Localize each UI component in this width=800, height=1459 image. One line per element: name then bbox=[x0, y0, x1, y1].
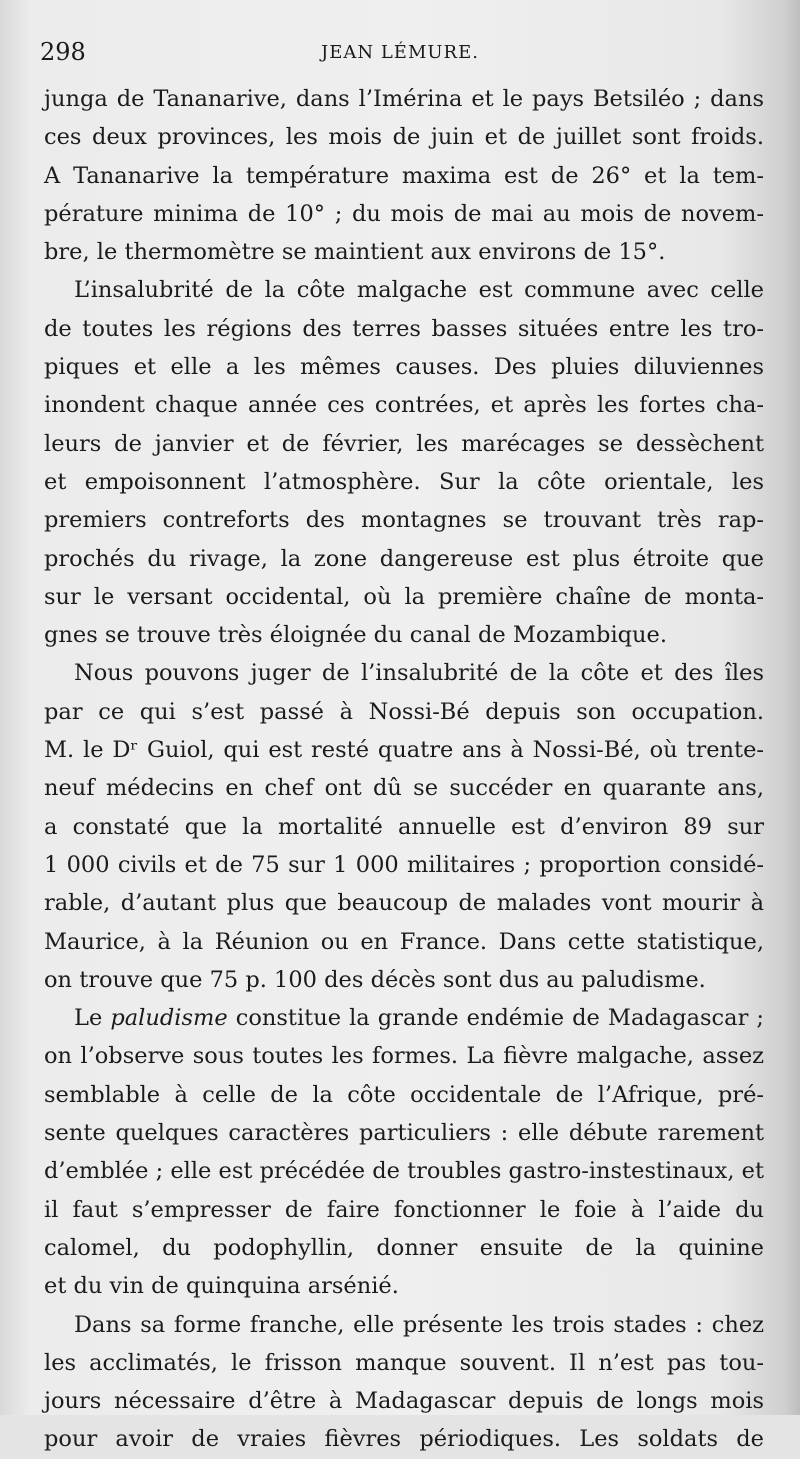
text-line: calomel, du podophyllin, donner ensuite de la quinine bbox=[44, 1234, 764, 1261]
text-line: inondent chaque année ces contrées, et après les fortes cha- bbox=[44, 392, 764, 419]
text-line: Dans sa forme franche, elle présente les trois stades : chez bbox=[74, 1311, 764, 1338]
text-line: il faut s’empresser de faire fonctionner le foie à l’aide du bbox=[44, 1196, 764, 1223]
text-line: et du vin de quinquina arsénié. bbox=[44, 1273, 399, 1300]
text-line: M. le Dʳ Guiol, qui est resté quatre ans à Nossi-Bé, où trente- bbox=[44, 737, 764, 764]
text-line: les acclimatés, le frisson manque souvent. Il n’est pas tou- bbox=[44, 1349, 764, 1376]
italic-term: paludisme bbox=[110, 1005, 228, 1032]
text-line: sente quelques caractères particuliers : elle débute rarement bbox=[44, 1120, 764, 1147]
text-line: jours nécessaire d’être à Madagascar depuis de longs mois bbox=[44, 1388, 764, 1415]
text-line: Maurice, à la Réunion ou en France. Dans cette statistique, bbox=[44, 928, 764, 955]
text-line: neuf médecins en chef ont dû se succéder en quarante ans, bbox=[44, 775, 764, 802]
text-segment: constitue la grande endémie de Madagascar ; bbox=[227, 1005, 764, 1032]
page-header bbox=[40, 38, 760, 72]
text-line: on trouve que 75 p. 100 des décès sont dus au paludisme. bbox=[44, 966, 706, 993]
text-line: on l’observe sous toutes les formes. La fièvre malgache, assez bbox=[44, 1043, 764, 1070]
text-line: rable, d’autant plus que beaucoup de malades vont mourir à bbox=[44, 890, 764, 917]
text-line: pérature minima de 10° ; du mois de mai au mois de novem- bbox=[44, 200, 764, 227]
text-line: de toutes les régions des terres basses situées entre les tro- bbox=[44, 315, 764, 342]
text-line: premiers contreforts des montagnes se trouvant très rap- bbox=[44, 507, 764, 534]
body-text bbox=[44, 80, 764, 1459]
running-head: JEAN LÉMURE. bbox=[321, 42, 479, 63]
text-line: piques et elle a les mêmes causes. Des pluies diluviennes bbox=[44, 354, 764, 381]
text-line: A Tananarive la température maxima est de 26° et la tem- bbox=[44, 162, 764, 189]
text-line: sur le versant occidental, où la première chaîne de monta- bbox=[44, 583, 764, 610]
text-line: junga de Tananarive, dans l’Imérina et le pays Betsiléo ; dans bbox=[44, 86, 764, 112]
text-line: ces deux provinces, les mois de juin et de juillet sont froids. bbox=[44, 124, 764, 151]
text-line: leurs de janvier et de février, les marécages se dessèchent bbox=[44, 430, 764, 457]
text-line: bre, le thermomètre se maintient aux environs de 15°. bbox=[44, 239, 666, 266]
text-segment: Le bbox=[74, 1005, 111, 1032]
text-line: gnes se trouve très éloignée du canal de Mozambique. bbox=[44, 622, 668, 649]
text-line: a constaté que la mortalité annuelle est d’environ 89 sur bbox=[44, 813, 764, 840]
page-number: 298 bbox=[40, 38, 86, 66]
text-line: Nous pouvons juger de l’insalubrité de la côte et des îles bbox=[74, 660, 764, 687]
text-line: d’emblée ; elle est précédée de troubles gastro-instestinaux, et bbox=[44, 1158, 764, 1185]
text-line: prochés du rivage, la zone dangereuse est plus étroite que bbox=[44, 545, 764, 572]
text-line: semblable à celle de la côte occidentale de l’Afrique, pré- bbox=[44, 1081, 764, 1108]
text-line: 1 000 civils et de 75 sur 1 000 militaires ; proportion considé- bbox=[44, 851, 764, 878]
text-line: pour avoir de vraies fièvres périodiques. Les soldats de bbox=[44, 1426, 764, 1453]
text-line bbox=[44, 999, 764, 1037]
text-line: par ce qui s’est passé à Nossi-Bé depuis son occupation. bbox=[44, 698, 764, 725]
text-line: et empoisonnent l’atmosphère. Sur la côte orientale, les bbox=[44, 468, 764, 495]
text-line: L’insalubrité de la côte malgache est commune avec celle bbox=[74, 277, 764, 304]
